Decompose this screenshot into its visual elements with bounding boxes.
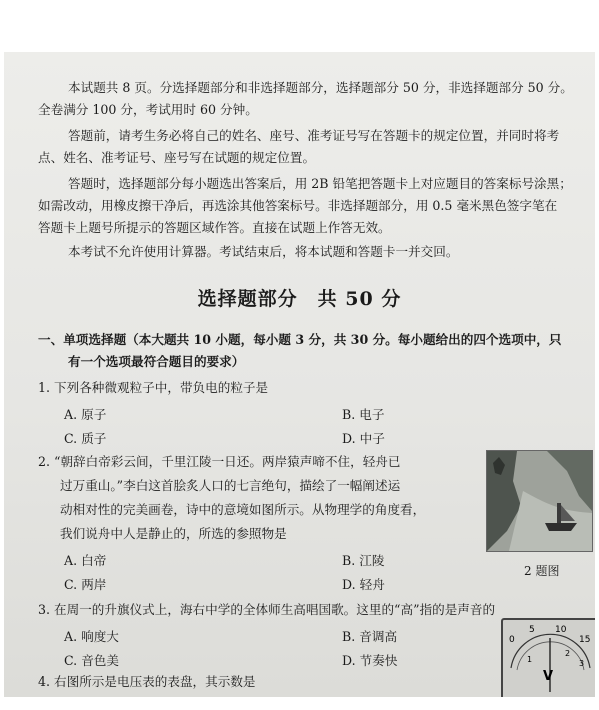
meter-subscale-2: 2 xyxy=(565,649,571,658)
question-3-option-a: A. 响度大 xyxy=(64,629,119,644)
question-1-option-a: A. 原子 xyxy=(64,407,107,422)
question-1-option-b: B. 电子 xyxy=(342,407,385,422)
landscape-boat-illustration xyxy=(487,451,592,551)
instruction-line-5: 答题时，选择题部分每小题选出答案后，用 2B 铅笔把答题卡上对应题目的答案标号涂黑； xyxy=(68,176,572,191)
question-1-option-c: C. 质子 xyxy=(64,431,107,446)
voltmeter-dial xyxy=(501,618,595,697)
question-1-option-d: D. 中子 xyxy=(342,431,385,446)
question-4-stem: 4. 右图所示是电压表的表盘，其示数是 xyxy=(38,674,256,689)
meter-scale-15: 15 xyxy=(579,635,591,645)
instruction-line-8: 本考试不允许使用计算器。考试结束后，将本试题和答题卡一并交回。 xyxy=(68,244,459,259)
meter-scale-10: 10 xyxy=(555,625,567,635)
question-3-option-b: B. 音调高 xyxy=(342,629,398,644)
instruction-line-3: 答题前，请考生务必将自己的姓名、座号、准考证号写在答题卡的规定位置，并同时将考 xyxy=(68,128,560,143)
question-1-stem: 1. 下列各种微观粒子中，带负电的粒子是 xyxy=(38,380,269,395)
question-2-stem-line-4: 我们说舟中人是静止的，所选的参照物是 xyxy=(60,526,287,541)
question-2-option-d: D. 轻舟 xyxy=(342,577,385,592)
question-2-stem-line-1: 2. “朝辞白帝彩云间，千里江陵一日还。两岸猿声啼不住，轻舟已 xyxy=(38,454,401,469)
meter-unit-label: V xyxy=(543,669,554,684)
question-3-stem: 3. 在周一的升旗仪式上，海右中学的全体师生高唱国歌。这里的“高”指的是声音的 xyxy=(38,602,496,617)
question-3-option-c: C. 音色美 xyxy=(64,653,119,668)
part-heading-line-2: 有一个选项最符合题目的要求） xyxy=(68,354,245,369)
question-2-figure-caption: 2 题图 xyxy=(524,564,560,578)
instruction-line-6: 如需改动，用橡皮擦干净后，再选涂其他答案标号。非选择题部分，用 0.5 毫米黑色签字笔在 xyxy=(38,198,558,213)
instruction-line-2: 全卷满分 100 分，考试用时 60 分钟。 xyxy=(38,102,258,117)
voltmeter-face xyxy=(503,620,595,697)
question-2-figure xyxy=(486,450,593,552)
instruction-line-7: 答题卡上题号所提示的答题区域作答。直接在试题上作答无效。 xyxy=(38,220,391,235)
instruction-line-1: 本试题共 8 页。分选择题部分和非选择题部分，选择题部分 50 分，非选择题部分 50 分。 xyxy=(68,80,573,95)
part-heading-line-1: 一、单项选择题（本大题共 10 小题，每小题 3 分，共 30 分。每小题给出的四个选项中，只 xyxy=(38,332,562,347)
question-2-stem-line-2: 过万重山。”李白这首脍炙人口的七言绝句，描绘了一幅阐述运 xyxy=(60,478,401,493)
question-2-stem-line-3: 动相对性的完美画卷，诗中的意境如图所示。从物理学的角度看， xyxy=(60,502,426,517)
section-title: 选择题部分 共 50 分 xyxy=(197,288,402,310)
question-2-option-a: A. 白帝 xyxy=(64,553,107,568)
meter-subscale-1: 1 xyxy=(527,655,533,664)
meter-subscale-3: 3 xyxy=(579,659,585,668)
meter-scale-5: 5 xyxy=(529,625,535,635)
exam-page xyxy=(4,52,595,697)
meter-scale-0: 0 xyxy=(509,635,515,645)
question-2-option-c: C. 两岸 xyxy=(64,577,107,592)
question-2-option-b: B. 江陵 xyxy=(342,553,385,568)
question-3-option-d: D. 节奏快 xyxy=(342,653,398,668)
instruction-line-4: 点、姓名、准考证号、座号写在试题的规定位置。 xyxy=(38,150,316,165)
